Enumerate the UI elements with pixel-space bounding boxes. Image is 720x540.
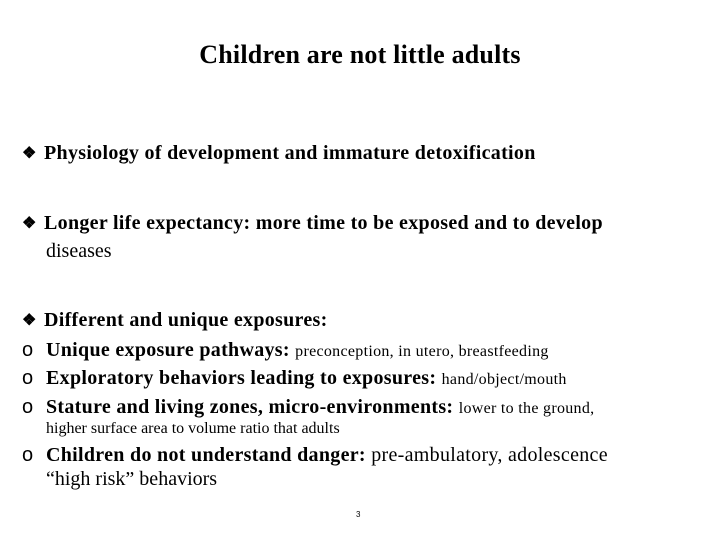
- sub-point-3-continuation: higher surface area to volume ratio that adults: [46, 420, 340, 437]
- bullet-point-2: [22, 212, 603, 235]
- circle-bullet-icon: o: [22, 367, 34, 389]
- sub-point-2-bold: Exploratory behaviors leading to exposures:: [46, 367, 437, 389]
- sub-point-4-bold: Children do not understand danger:: [46, 444, 366, 466]
- diamond-bullet-icon: ❖: [22, 145, 37, 162]
- sub-point-1-bold: Unique exposure pathways:: [46, 339, 290, 361]
- page-number: 3: [356, 510, 361, 519]
- sub-point-4: [22, 444, 608, 466]
- circle-bullet-icon: o: [22, 396, 34, 418]
- sub-point-3-detail: lower to the ground,: [458, 400, 595, 417]
- sub-point-2: [22, 367, 567, 391]
- slide-title: Children are not little adults: [199, 40, 521, 69]
- diamond-bullet-icon: ❖: [22, 215, 37, 232]
- sub-point-1-detail: preconception, in utero, breastfeeding: [295, 343, 549, 360]
- diamond-bullet-icon: ❖: [22, 312, 37, 329]
- sub-point-4-continuation: “high risk” behaviors: [46, 468, 218, 490]
- bullet-point-3: [22, 309, 328, 332]
- sub-point-3: [22, 396, 594, 420]
- bullet-point-2-text: Longer life expectancy: more time to be exposed and to develop: [44, 212, 603, 234]
- circle-bullet-icon: o: [22, 444, 34, 466]
- sub-point-4-detail: pre-ambulatory, adolescence: [371, 444, 608, 466]
- bullet-point-1-text: Physiology of development and immature detoxification: [44, 142, 536, 164]
- circle-bullet-icon: o: [22, 339, 34, 361]
- sub-point-1: [22, 339, 549, 363]
- bullet-point-2-continuation: diseases: [46, 240, 112, 262]
- sub-point-3-bold: Stature and living zones, micro-environments:: [46, 396, 454, 418]
- bullet-point-1: [22, 142, 536, 165]
- sub-point-2-detail: hand/object/mouth: [441, 371, 567, 388]
- bullet-point-3-text: Different and unique exposures:: [44, 309, 328, 331]
